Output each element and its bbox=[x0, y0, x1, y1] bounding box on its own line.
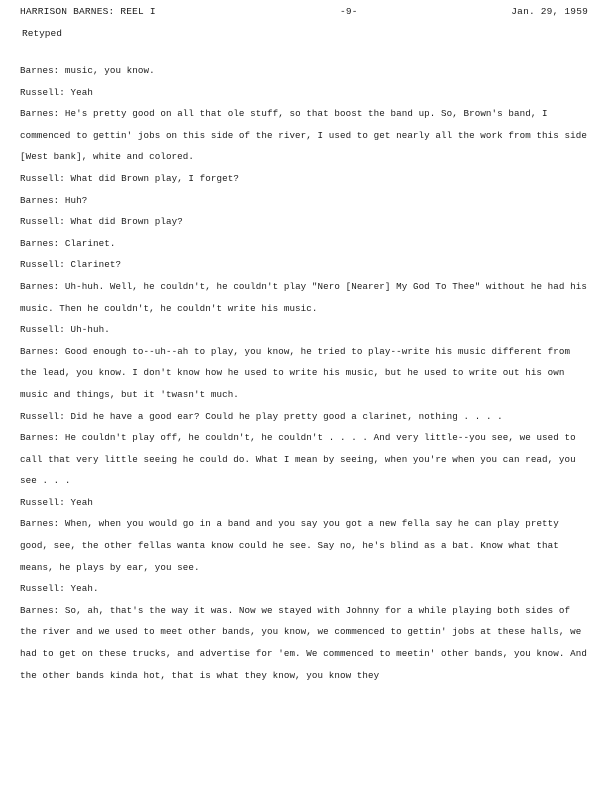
page-header bbox=[20, 6, 588, 20]
speaker-label: Barnes: bbox=[20, 518, 60, 530]
dialogue-line bbox=[20, 168, 590, 190]
header-date: Jan. 29, 1959 bbox=[511, 6, 588, 17]
utterance-text: music, you know. bbox=[64, 65, 155, 76]
speaker-label: Russell: bbox=[20, 324, 65, 336]
header-title: HARRISON BARNES: REEL I bbox=[20, 6, 156, 17]
utterance-text: When, when you would go in a band and you say you got a new fella say he can play pretty good, see, the other fellas wanta know could he see. Say no, he's blind as a bat. Know what that means, he plays by ear, you see. bbox=[20, 518, 559, 573]
utterance-text: He's pretty good on all that ole stuff, so that boost the band up. So, Brown's band, I commenced to gettin' jobs on this side of the river, I used to get nearly all the work from this side [West bank], white and colored. bbox=[20, 108, 587, 163]
speaker-label: Russell: bbox=[20, 172, 65, 184]
speaker-label: Barnes: bbox=[20, 194, 60, 206]
dialogue-line bbox=[20, 319, 590, 341]
dialogue-line bbox=[20, 276, 590, 319]
utterance-text: What did Brown play? bbox=[70, 216, 183, 228]
utterance-text: What did Brown play, I forget? bbox=[70, 172, 239, 184]
utterance-text: Uh-huh. bbox=[70, 324, 110, 336]
dialogue-line bbox=[20, 406, 590, 428]
dialogue-line bbox=[20, 492, 590, 514]
retyped-note: Retyped bbox=[22, 28, 62, 39]
utterance-text: He couldn't play off, he couldn't, he couldn't . . . . And very little--you see, we used to call that very little seeing he could do. What I mean by seeing, when you're when you can read, you see . . . bbox=[20, 432, 576, 487]
speaker-label: Russell: bbox=[20, 410, 65, 422]
utterance-text: Good enough to--uh--ah to play, you know, he tried to play--write his music different from the lead, you know. I don't know how he used to write his music, but he used to write out his own music and things, but it 'twasn't much. bbox=[20, 345, 571, 400]
dialogue-line bbox=[20, 341, 590, 406]
utterance-text: Clarinet? bbox=[70, 259, 122, 271]
utterance-text: Yeah. bbox=[70, 583, 99, 595]
dialogue-line bbox=[20, 82, 590, 104]
utterance-text: Did he have a good ear? Could he play pretty good a clarinet, nothing . . . . bbox=[70, 410, 503, 422]
speaker-label: Russell: bbox=[20, 216, 65, 228]
speaker-label: Barnes: bbox=[20, 65, 60, 76]
speaker-label: Barnes: bbox=[20, 432, 60, 444]
speaker-label: Barnes: bbox=[20, 280, 60, 292]
dialogue-line bbox=[20, 190, 590, 212]
dialogue-line bbox=[20, 600, 590, 686]
speaker-label: Russell: bbox=[20, 496, 65, 508]
dialogue-line bbox=[20, 60, 590, 82]
dialogue-line bbox=[20, 254, 590, 276]
dialogue-line bbox=[20, 513, 590, 578]
dialogue-line bbox=[20, 103, 590, 168]
speaker-label: Russell: bbox=[20, 583, 65, 595]
dialogue-line bbox=[20, 578, 590, 600]
dialogue-line bbox=[20, 233, 590, 255]
utterance-text: Clarinet. bbox=[64, 237, 116, 249]
speaker-label: Barnes: bbox=[20, 108, 60, 120]
dialogue-line bbox=[20, 211, 590, 233]
speaker-label: Russell: bbox=[20, 86, 65, 98]
page-number: -9- bbox=[340, 6, 358, 17]
utterance-text: Huh? bbox=[64, 194, 88, 206]
utterance-text: Yeah bbox=[70, 496, 94, 508]
speaker-label: Russell: bbox=[20, 259, 65, 271]
speaker-label: Barnes: bbox=[20, 345, 60, 357]
utterance-text: Uh-huh. Well, he couldn't, he couldn't play "Nero [Nearer] My God To Thee" without he had his music. Then he couldn't, he couldn't write his music. bbox=[20, 280, 587, 314]
transcript-body bbox=[20, 60, 590, 686]
dialogue-line bbox=[20, 427, 590, 492]
speaker-label: Barnes: bbox=[20, 604, 60, 616]
utterance-text: Yeah bbox=[70, 86, 94, 98]
utterance-text: So, ah, that's the way it was. Now we stayed with Johnny for a while playing both sides of the river and we used to meet other bands, you know, we commenced to gettin' jobs at these halls, we had to get on these trucks, and advertise for 'em. We commenced to meetin' other bands, you know. And the other bands kinda hot, that is what they know, you know they bbox=[20, 604, 587, 681]
speaker-label: Barnes: bbox=[20, 237, 60, 249]
